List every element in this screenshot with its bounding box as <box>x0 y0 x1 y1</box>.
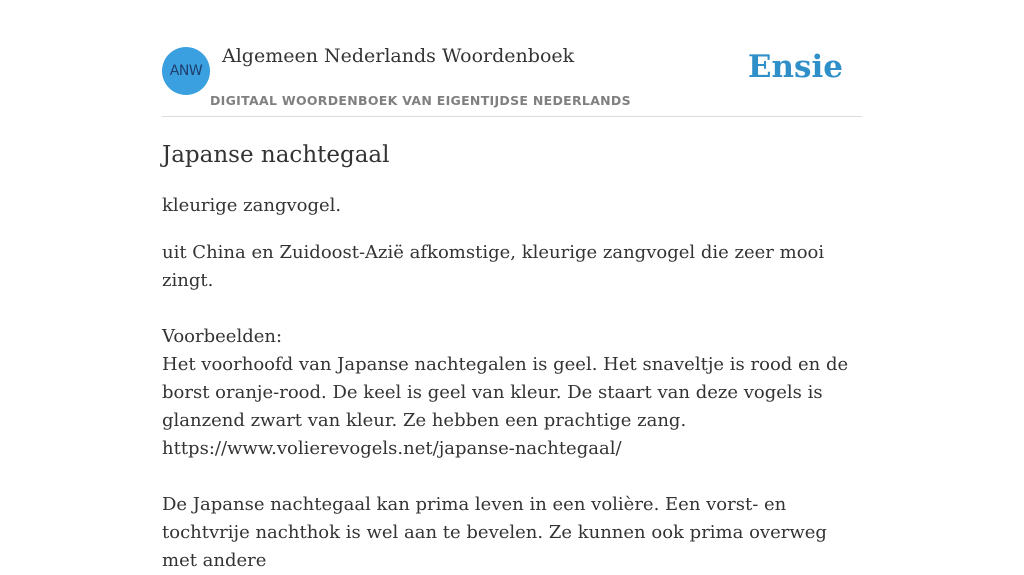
example-text: Het voorhoofd van Japanse nachtegalen is geel. Het snaveltje is rood en de borst oranje-rood. De keel is geel van kleur. De staart van deze vogels is glanzend zwart van kleur. Ze hebben een prachtige zang. <box>162 354 849 431</box>
example-source-link[interactable]: https://www.volierevogels.net/japanse-nachtegaal/ <box>162 438 622 459</box>
examples-label: Voorbeelden: <box>162 326 283 347</box>
example-text: De Japanse nachtegaal kan prima leven in een volière. Een vorst- en tochtvrije nachthok is wel aan te bevelen. Ze kunnen ook prima overweg met andere <box>162 494 827 571</box>
ensie-logo[interactable]: Ensie <box>747 49 843 85</box>
entry-title: Japanse nachtegaal <box>162 142 390 168</box>
site-title[interactable]: Algemeen Nederlands Woordenboek <box>222 45 575 67</box>
long-definition: uit China en Zuidoost-Azië afkomstige, kleurige zangvogel die zeer mooi zingt. <box>162 242 825 291</box>
site-subtitle: DIGITAAL WOORDENBOEK VAN EIGENTIJDSE NEDERLANDS <box>210 93 631 108</box>
entry-content <box>162 139 862 575</box>
anw-logo[interactable] <box>162 47 210 95</box>
site-header <box>162 40 862 117</box>
short-definition: kleurige zangvogel. <box>162 195 342 216</box>
anw-logo-text: ANW <box>169 63 203 79</box>
